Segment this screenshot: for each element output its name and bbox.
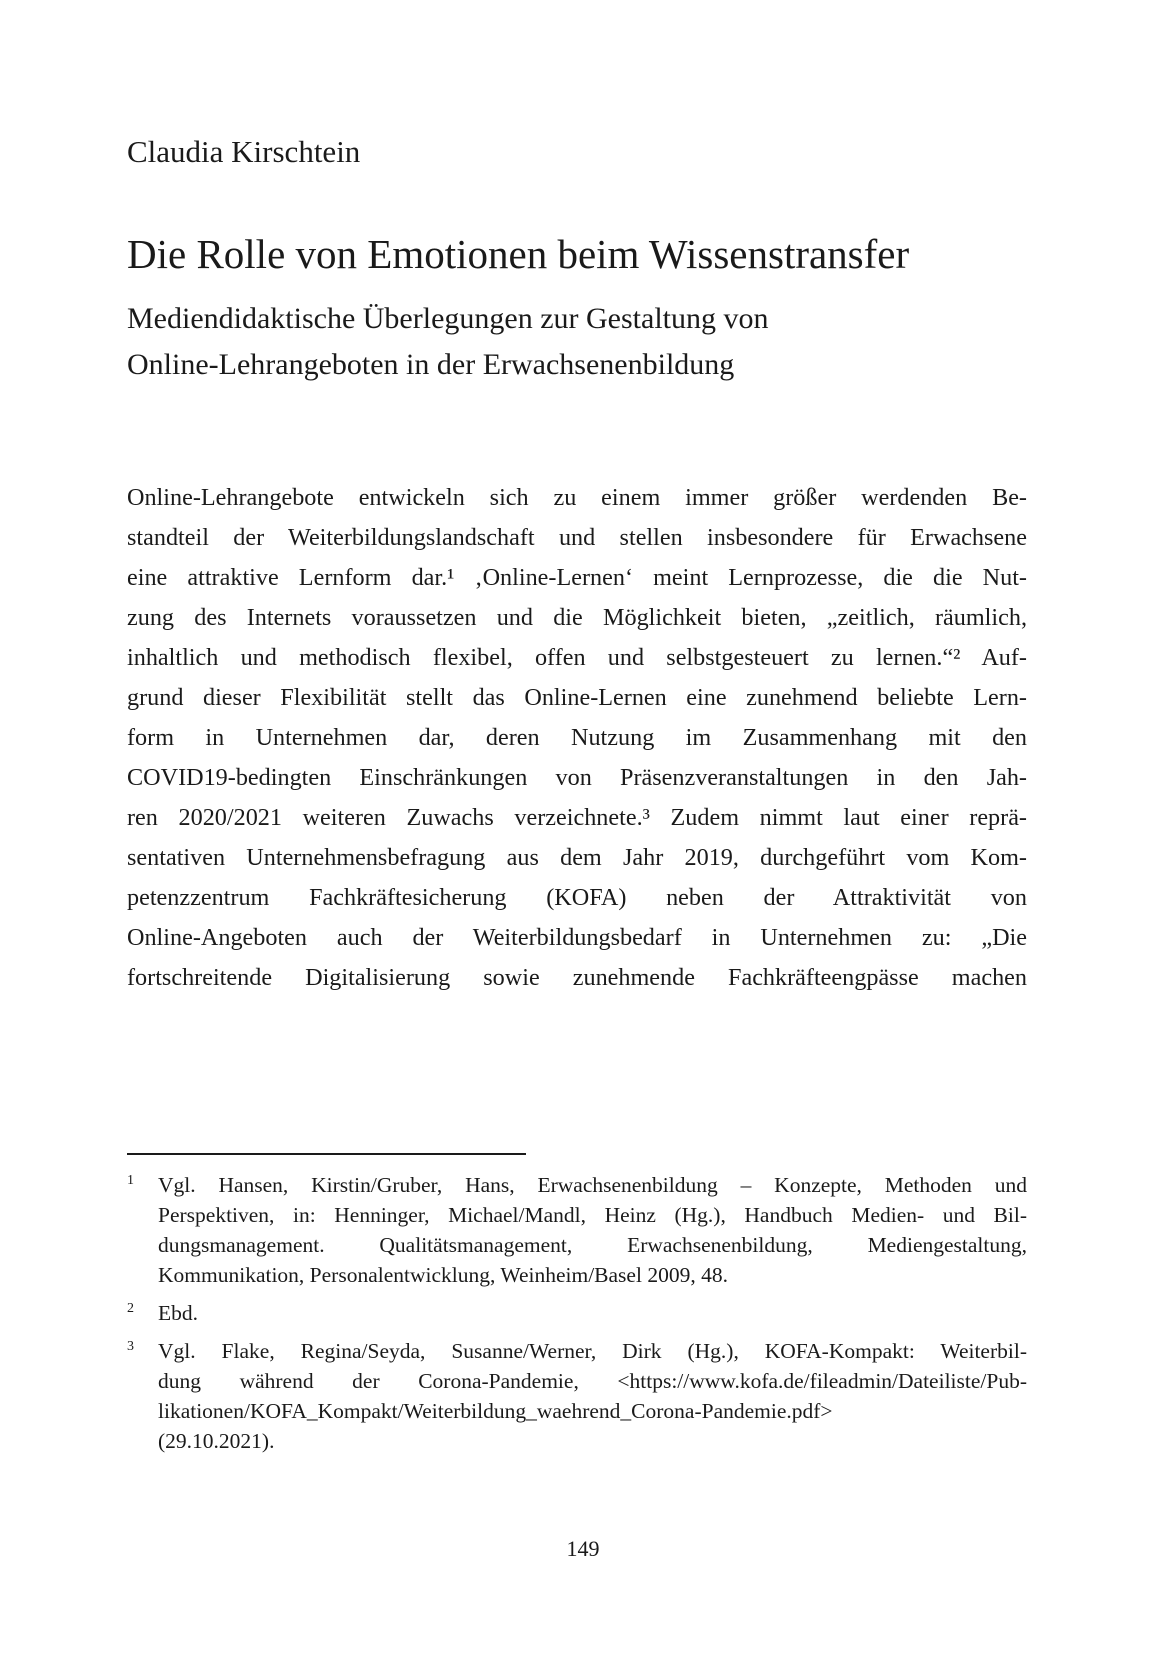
author-name: Claudia Kirschtein bbox=[127, 134, 361, 169]
footnote-separator bbox=[127, 1153, 526, 1155]
footnote-line: dung während der Corona-Pandemie, <https://www.kofa.de/fileadmin/Dateiliste/Pub- bbox=[158, 1369, 1027, 1393]
body-line: fortschreitende Digitalisierung sowie zunehmende Fachkräfteengpässe machen bbox=[127, 964, 1027, 991]
subtitle-line: Mediendidaktische Überlegungen zur Gestaltung von bbox=[127, 302, 769, 335]
footnotes bbox=[127, 1170, 1027, 1464]
footnote-2 bbox=[127, 1298, 1027, 1328]
footnote-line: (29.10.2021). bbox=[158, 1429, 275, 1453]
body-line: sentativen Unternehmensbefragung aus dem Jahr 2019, durchgeführt vom Kom- bbox=[127, 844, 1027, 871]
footnote-line: likationen/KOFA_Kompakt/Weiterbildung_waehrend_Corona-Pandemie.pdf> bbox=[158, 1399, 833, 1423]
subtitle-line: Online-Lehrangeboten in der Erwachsenenbildung bbox=[127, 348, 735, 381]
body-paragraph bbox=[127, 478, 1027, 998]
body-line: COVID19-bedingten Einschränkungen von Präsenzveranstaltungen in den Jah- bbox=[127, 764, 1027, 791]
footnote-line: Perspektiven, in: Henninger, Michael/Mandl, Heinz (Hg.), Handbuch Medien- und Bil- bbox=[158, 1203, 1027, 1227]
footnote-line: dungsmanagement. Qualitätsmanagement, Erwachsenenbildung, Mediengestaltung, bbox=[158, 1233, 1027, 1257]
body-line: Online-Lehrangebote entwickeln sich zu einem immer größer werdenden Be- bbox=[127, 484, 1027, 511]
body-line: petenzzentrum Fachkräftesicherung (KOFA) neben der Attraktivität von bbox=[127, 884, 1027, 911]
footnote-3 bbox=[127, 1336, 1027, 1456]
footnote-1 bbox=[127, 1170, 1027, 1290]
footnote-line: Kommunikation, Personalentwicklung, Weinheim/Basel 2009, 48. bbox=[158, 1263, 728, 1287]
footnote-number: 1 bbox=[127, 1173, 134, 1188]
body-line: form in Unternehmen dar, deren Nutzung im Zusammenhang mit den bbox=[127, 724, 1027, 751]
footnote-number: 2 bbox=[127, 1301, 134, 1316]
footnote-number: 3 bbox=[127, 1339, 134, 1354]
body-line: ren 2020/2021 weiteren Zuwachs verzeichnete.³ Zudem nimmt laut einer reprä- bbox=[127, 804, 1027, 831]
body-line: inhaltlich und methodisch flexibel, offen und selbstgesteuert zu lernen.“² Auf- bbox=[127, 644, 1027, 671]
footnote-line: Vgl. Flake, Regina/Seyda, Susanne/Werner, Dirk (Hg.), KOFA-Kompakt: Weiterbil- bbox=[158, 1339, 1027, 1363]
body-line: standteil der Weiterbildungslandschaft und stellen insbesondere für Erwachsene bbox=[127, 524, 1027, 551]
chapter-title: Die Rolle von Emotionen beim Wissenstransfer bbox=[127, 231, 910, 277]
page-number: 149 bbox=[566, 1536, 600, 1561]
body-line: eine attraktive Lernform dar.¹ ‚Online-Lernen‘ meint Lernprozesse, die die Nut- bbox=[127, 564, 1027, 591]
footnote-line: Ebd. bbox=[158, 1301, 199, 1325]
body-line: Online-Angeboten auch der Weiterbildungsbedarf in Unternehmen zu: „Die bbox=[127, 924, 1027, 951]
footnote-line: Vgl. Hansen, Kirstin/Gruber, Hans, Erwachsenenbildung – Konzepte, Methoden und bbox=[158, 1173, 1027, 1197]
body-line: zung des Internets voraussetzen und die Möglichkeit bieten, „zeitlich, räumlich, bbox=[127, 604, 1027, 631]
body-line: grund dieser Flexibilität stellt das Online-Lernen eine zunehmend beliebte Lern- bbox=[127, 684, 1027, 711]
chapter-subtitle bbox=[127, 296, 768, 388]
